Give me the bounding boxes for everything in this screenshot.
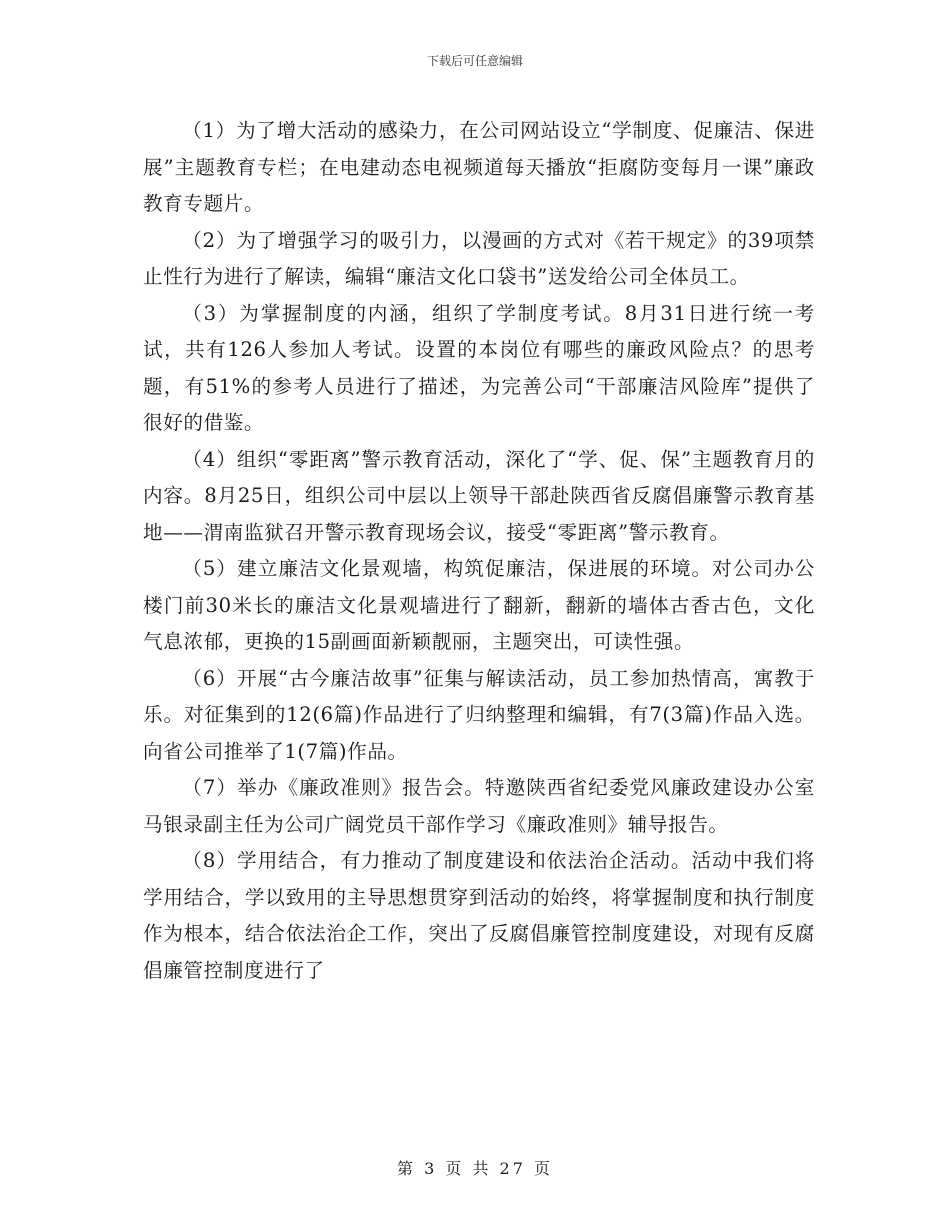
document-body [143, 113, 815, 989]
paragraph-4: （4）组织“零距离”警示教育活动，深化了“学、促、保”主题教育月的内容。8月25日，组织公司中层以上领导干部赴陕西省反腐倡廉警示教育基地——渭南监狱召开警示教育现场会议，接受“零距离”警示教育。 [143, 447, 815, 544]
paragraph-8: （8）学用结合，有力推动了制度建设和依法治企活动。活动中我们将学用结合，学以致用的主导思想贯穿到活动的始终，将掌握制度和执行制度作为根本，结合依法治企工作，突出了反腐倡廉管控制度建设，对现有反腐倡廉管控制度进行了 [143, 849, 815, 982]
paragraph-1: （1）为了增大活动的感染力，在公司网站设立“学制度、促廉洁、保进展”主题教育专栏；在电建动态电视频道每天播放“拒腐防变每月一课”廉政教育专题片。 [143, 119, 815, 215]
page-header: 下载后可任意编辑 [426, 54, 523, 68]
paragraph-3: （3）为掌握制度的内涵，组织了学制度考试。8月31日进行统一考试，共有126人参加人考试。设置的本岗位有哪些的廉政风险点？的思考题，有51%的参考人员进行了描述，为完善公司“干部廉洁风险库”提供了很好的借鉴。 [143, 301, 815, 434]
paragraph-7: （7）举办《廉政准则》报告会。特邀陕西省纪委党风廉政建设办公室马银录副主任为公司广阔党员干部作学习《廉政准则》辅导报告。 [143, 776, 815, 836]
paragraph-5: （5）建立廉洁文化景观墙，构筑促廉洁，保进展的环境。对公司办公楼门前30米长的廉洁文化景观墙进行了翻新，翻新的墙体古香古色，文化气息浓郁，更换的15副画面新颖靓丽，主题突出，可读性强。 [143, 557, 815, 653]
page-footer: 第 3 页 共 27 页 [397, 1159, 553, 1178]
paragraph-6: （6）开展“古今廉洁故事”征集与解读活动，员工参加热情高，寓教于乐。对征集到的12(6篇)作品进行了归纳整理和编辑，有7(3篇)作品入选。向省公司推举了1(7篇)作品。 [143, 666, 815, 763]
paragraph-2: （2）为了增强学习的吸引力，以漫画的方式对《若干规定》的39项禁止性行为进行了解读，编辑“廉洁文化口袋书”送发给公司全体员工。 [143, 228, 815, 288]
